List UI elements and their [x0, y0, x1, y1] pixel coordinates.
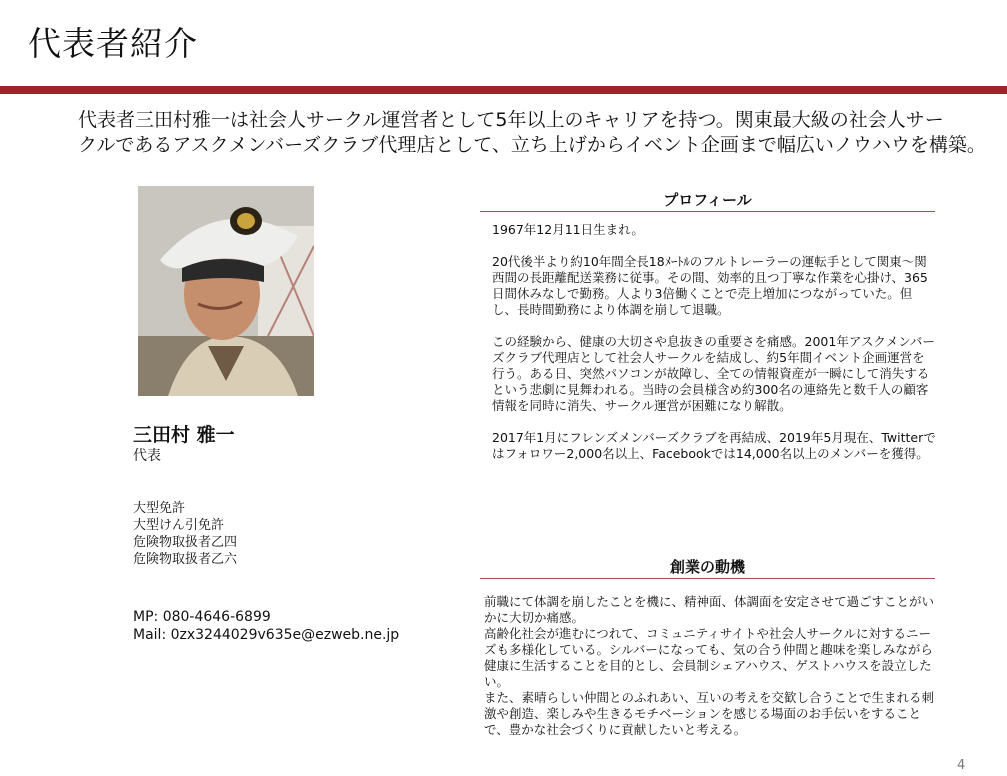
- profile-paragraph: 1967年12月11日生まれ。: [492, 222, 644, 237]
- profile-paragraph: 2017年1月にフレンズメンバーズクラブを再結成、2019年5月現在、Twitterではフォロワー2,000名以上、Facebookでは14,000名以上のメンバーを獲得。: [492, 430, 936, 461]
- profile-paragraph: 20代後半より約10年間全長18ﾒｰﾄﾙのフルトレーラーの運転手として関東～関西間の長距離配送業務に従事。その間、効率的且つ丁寧な作業を心掛け、365日間休みなしで勤務。人より3倍働くことで売上増加につながっていた。但し、長時間勤務により体調を崩して退職。: [492, 254, 928, 317]
- profile-text: [492, 222, 937, 478]
- title-divider: [0, 86, 1007, 94]
- motive-text: [484, 594, 934, 738]
- motive-heading: 創業の動機: [669, 558, 745, 576]
- motive-paragraph: 高齢化社会が進むにつれて、コミュニティサイトや社会人サークルに対するニーズも多様化している。シルバーになっても、気の合う仲間と趣味を楽しみながら健康に生活することを目的とし、会員制シェアハウス、ゲストハウスを設立したい。: [484, 626, 933, 689]
- profile-heading: プロフィール: [663, 191, 752, 209]
- license-item: 危険物取扱者乙六: [133, 552, 238, 567]
- person-name: 三田村 雅一: [133, 424, 235, 446]
- phone-number: MP: 080-4646-6899: [133, 609, 271, 625]
- license-item: 大型免許: [133, 501, 186, 516]
- profile-divider: [480, 211, 935, 212]
- page-title: 代表者紹介: [28, 24, 198, 63]
- contact-info: [133, 608, 399, 644]
- person-role: 代表: [133, 448, 161, 464]
- motive-paragraph: また、素晴らしい仲間とのふれあい、互いの考えを交歓し合うことで生まれる刺激や創造、楽しみや生きるモチベーションを感じる場面のお手伝いをすることで、豊かな社会づくりに貢献したいと考える。: [484, 690, 935, 737]
- license-item: 危険物取扱者乙四: [133, 535, 238, 550]
- profile-paragraph: この経験から、健康の大切さや息抜きの重要さを痛感。2001年アスクメンバーズクラブ代理店として社会人サークルを結成し、約5年間イベント企画運営を行う。ある日、突然パソコンが故障し、全ての情報資産が一瞬にして消失するという悲劇に見舞われる。当時の会員様含め約300名の連絡先と数千人の顧客情報を同時に消失、サークル運営が困難になり解散。: [492, 334, 935, 413]
- mail-address: Mail: 0zx3244029v635e@ezweb.ne.jp: [133, 627, 400, 643]
- page-number: 4: [957, 758, 966, 773]
- intro-line-2: クルであるアスクメンバーズクラブ代理店として、立ち上げからイベント企画まで幅広いノウハウを構築。: [78, 134, 986, 156]
- license-item: 大型けん引免許: [133, 518, 225, 533]
- intro-text: [78, 108, 998, 158]
- license-list: [133, 500, 237, 568]
- portrait-illustration: [138, 186, 314, 396]
- intro-line-1: 代表者三田村雅一は社会人サークル運営者として5年以上のキャリアを持つ。関東最大級の社会人サー: [78, 109, 944, 131]
- portrait-photo: [138, 186, 314, 396]
- motive-paragraph: 前職にて体調を崩したことを機に、精神面、体調面を安定させて過ごすことがいかに大切か痛感。: [484, 594, 935, 625]
- motive-divider: [480, 578, 935, 579]
